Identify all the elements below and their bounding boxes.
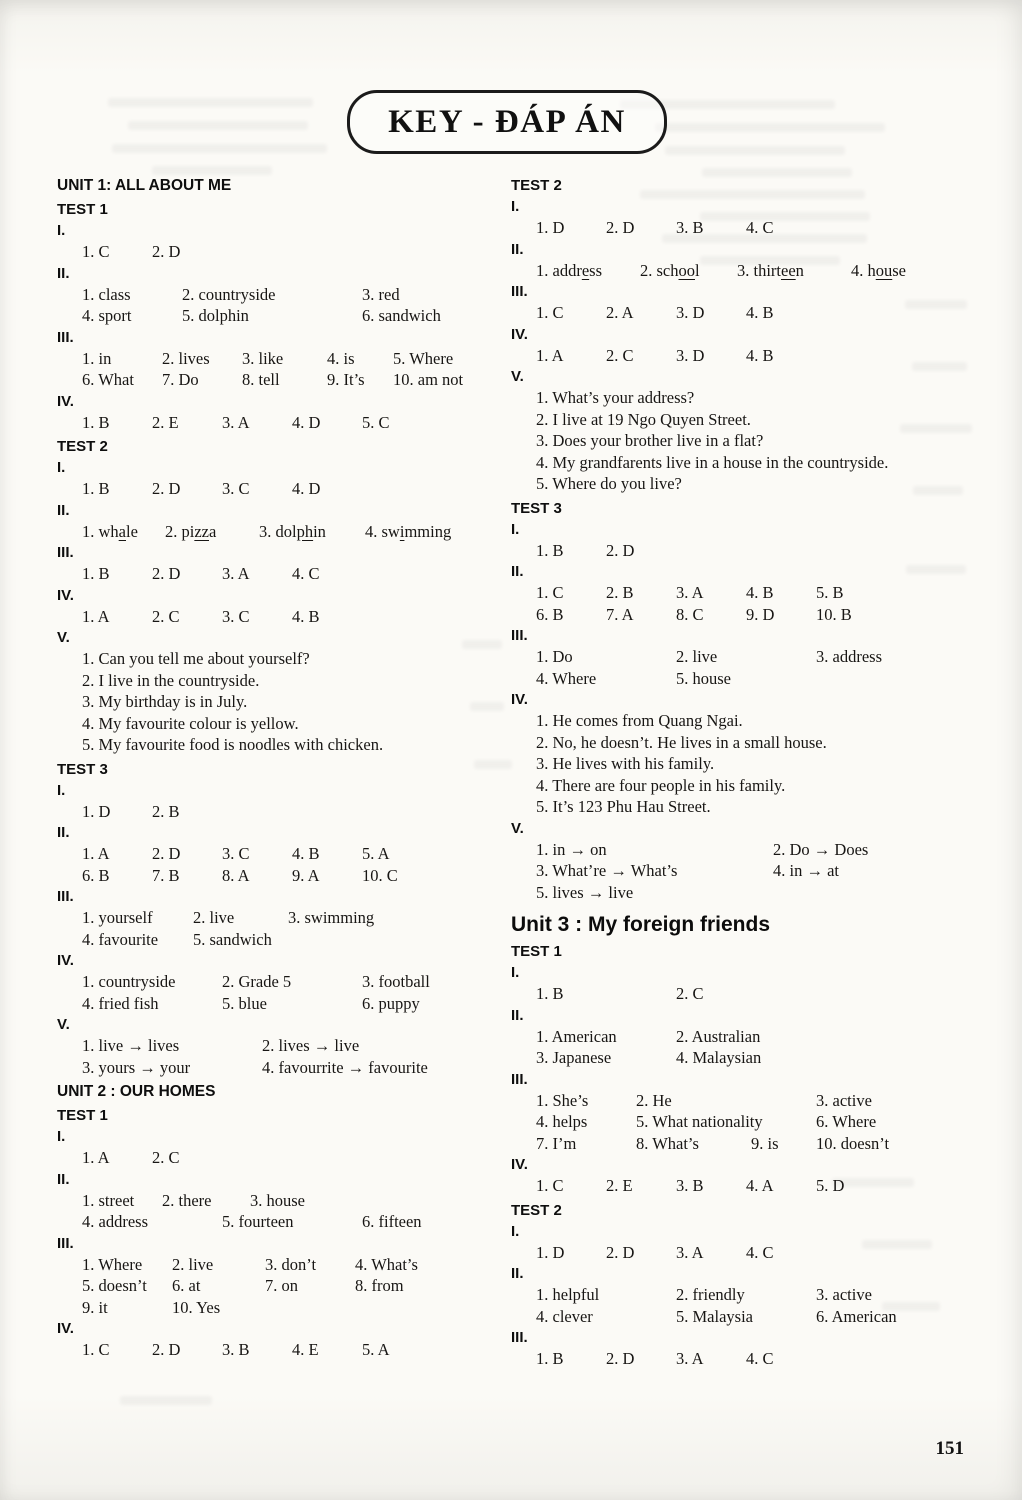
unit-heading: UNIT 2 : OUR HOMES <box>57 1083 216 1100</box>
answer-row <box>57 348 504 370</box>
answer-line: 2. No, he doesn’t. He lives in a small house. <box>536 732 827 752</box>
section-label: II. <box>57 1170 70 1188</box>
answer-item: 6. fifteen <box>362 1212 422 1231</box>
answer-item: 5. D <box>816 1176 845 1195</box>
answer-item: 1. C <box>536 583 564 602</box>
answer-item: 2. B <box>152 801 180 821</box>
bleedthrough-mark <box>120 1396 212 1405</box>
answer-item: 2. D <box>606 218 635 237</box>
key-title: KEY - ĐÁP ÁN <box>388 103 626 140</box>
section-label: III. <box>511 1329 528 1346</box>
answer-item: 2. D <box>606 1242 635 1262</box>
answer-item: 2. school <box>640 260 700 280</box>
answer-item: 8. What’s <box>636 1133 699 1153</box>
answer-item: 4. B <box>746 303 774 322</box>
bleedthrough-mark <box>128 121 308 130</box>
answer-row <box>57 1190 504 1212</box>
section-label: II. <box>511 1265 524 1282</box>
answer-item: 3. swimming <box>288 908 375 927</box>
answer-item: 9. It’s <box>327 370 365 389</box>
answer-row <box>511 860 973 882</box>
answer-item: 1. C <box>536 1176 564 1195</box>
answer-line: 5. My favourite food is noodles with chicken. <box>82 735 384 754</box>
answer-row <box>57 241 504 263</box>
unit-heading: UNIT 1: ALL ABOUT ME <box>57 177 232 194</box>
answers-right-column <box>511 172 973 1370</box>
answer-row <box>57 1147 504 1169</box>
answer-item: 3. B <box>676 218 704 237</box>
answer-item: 3. thirteen <box>737 260 804 280</box>
answer-item: 5. Where <box>393 348 454 368</box>
answer-item: 2. D <box>152 564 181 583</box>
answer-item: 3. B <box>222 1340 250 1359</box>
answer-item: 3. yours → your <box>82 1057 191 1077</box>
answer-item: 3. C <box>222 606 250 626</box>
answer-row <box>511 260 973 282</box>
section-label: V. <box>57 629 70 646</box>
answer-item: 4. fried fish <box>82 993 159 1013</box>
answer-item: 6. What <box>82 370 134 389</box>
test-heading: TEST 2 <box>511 1201 562 1219</box>
answer-item: 10. am not <box>393 370 464 389</box>
answer-item: 9. A <box>292 865 320 885</box>
answer-item: 2. Grade 5 <box>222 972 292 991</box>
section-label: II. <box>57 264 70 282</box>
answer-row <box>511 646 973 668</box>
answer-item: 5. A <box>362 844 390 863</box>
unit-heading: Unit 3 : My foreign friends <box>511 913 771 936</box>
answer-item: 2. D <box>152 479 181 498</box>
answer-item: 1. in <box>82 348 112 368</box>
answer-item: 5. lives → live <box>536 882 634 902</box>
answer-item: 4. house <box>851 260 906 280</box>
test-heading: TEST 1 <box>57 201 108 218</box>
answer-row <box>57 907 504 929</box>
answer-item: 2. Do → Does <box>773 839 869 859</box>
bleedthrough-mark <box>108 98 313 107</box>
answer-item: 2. D <box>606 1349 635 1368</box>
section-label: IV. <box>57 1320 74 1337</box>
answer-row <box>511 1047 973 1069</box>
answer-item: 2. lives → live <box>262 1036 360 1055</box>
answer-row <box>511 1026 973 1048</box>
answer-item: 4. Where <box>536 668 597 688</box>
answer-row <box>57 1211 504 1233</box>
answer-item: 4. clever <box>536 1306 593 1326</box>
section-label: I. <box>511 964 520 981</box>
answer-row <box>57 1057 504 1079</box>
answer-item: 3. C <box>222 844 250 863</box>
answer-item: 8. tell <box>242 370 280 389</box>
answer-item: 3. D <box>676 345 705 365</box>
bleedthrough-mark <box>655 123 885 132</box>
answer-item: 9. D <box>746 604 775 624</box>
section-label: III. <box>511 627 528 644</box>
answer-item: 2. C <box>676 984 704 1003</box>
answer-item: 4. Malaysian <box>676 1048 762 1067</box>
answer-item: 5. fourteen <box>222 1212 294 1231</box>
section-label: I. <box>511 198 520 215</box>
section-label: III. <box>511 283 528 300</box>
section-label: III. <box>57 544 74 561</box>
answer-row <box>511 983 973 1005</box>
answer-row <box>511 1242 973 1264</box>
answer-item: 2. live <box>676 647 718 666</box>
answer-item: 3. A <box>676 583 704 602</box>
answer-item: 2. B <box>606 583 634 602</box>
answer-item: 7. Do <box>162 370 199 389</box>
answer-item: 1. yourself <box>82 908 153 927</box>
answer-row <box>57 521 504 543</box>
answer-row <box>57 993 504 1015</box>
answer-row <box>57 1275 504 1297</box>
section-label: I. <box>57 222 66 239</box>
answer-row <box>511 345 973 367</box>
section-label: IV. <box>511 691 528 708</box>
answer-line: 3. Does your brother live in a flat? <box>536 431 764 450</box>
answer-item: 1. address <box>536 260 602 280</box>
answer-item: 3. A <box>676 1349 704 1368</box>
answer-item: 2. D <box>606 540 635 560</box>
answer-item: 6. Where <box>816 1112 877 1131</box>
answer-item: 4. helps <box>536 1112 588 1131</box>
answer-item: 4. address <box>82 1212 148 1231</box>
section-label: I. <box>57 459 66 476</box>
answer-row <box>57 412 504 434</box>
answer-item: 1. C <box>82 242 110 261</box>
answer-item: 5. dolphin <box>182 306 249 325</box>
answer-line: 3. My birthday is in July. <box>82 692 248 711</box>
answer-item: 10. C <box>362 865 398 885</box>
answer-item: 1. D <box>536 218 565 237</box>
answer-item: 2. C <box>152 1148 180 1167</box>
answer-line: 2. I live in the countryside. <box>82 670 260 690</box>
answer-item: 4. favourrite → favourite <box>262 1057 428 1077</box>
answer-item: 2. He <box>636 1090 672 1110</box>
answer-item: 2. D <box>152 1340 181 1359</box>
answer-item: 3. address <box>816 647 882 666</box>
answer-row <box>511 1175 973 1197</box>
answer-item: 2. there <box>162 1190 212 1210</box>
section-label: V. <box>511 819 524 837</box>
answer-item: 1. A <box>82 844 110 863</box>
answer-item: 4. A <box>746 1176 774 1195</box>
test-heading: TEST 3 <box>511 499 562 517</box>
answer-item: 4. B <box>746 583 774 602</box>
answer-item: 4. swimming <box>365 521 452 541</box>
answer-item: 7. on <box>265 1276 298 1295</box>
section-label: V. <box>511 368 524 385</box>
section-label: IV. <box>57 586 74 604</box>
answer-item: 2. friendly <box>676 1285 745 1304</box>
answer-item: 8. A <box>222 865 250 885</box>
answer-item: 4. C <box>746 1349 774 1368</box>
answer-item: 2. pizza <box>165 521 217 541</box>
answers-left-column <box>57 172 504 1361</box>
answer-row <box>57 1297 504 1319</box>
answer-item: 6. sandwich <box>362 306 441 325</box>
answer-row <box>57 284 504 306</box>
answer-item: 2. countryside <box>182 284 276 304</box>
test-heading: TEST 2 <box>511 177 562 194</box>
answer-item: 5. A <box>362 1340 390 1359</box>
answer-item: 6. B <box>82 865 110 885</box>
answer-row <box>57 801 504 823</box>
answer-item: 3. active <box>816 1090 872 1110</box>
section-label: II. <box>57 824 70 841</box>
section-label: IV. <box>511 325 528 343</box>
answer-item: 1. helpful <box>536 1285 600 1304</box>
bleedthrough-mark <box>665 146 845 155</box>
answer-item: 5. house <box>676 668 731 688</box>
answer-row <box>511 1090 973 1112</box>
answer-item: 2. E <box>606 1176 633 1195</box>
answer-line: 2. I live at 19 Ngo Quyen Street. <box>536 409 751 429</box>
answer-row <box>57 563 504 585</box>
test-heading: TEST 1 <box>511 943 562 960</box>
answer-item: 1. A <box>82 606 110 626</box>
answer-item: 5. blue <box>222 993 267 1013</box>
section-label: I. <box>57 781 66 799</box>
section-label: IV. <box>57 392 74 410</box>
section-label: IV. <box>511 1156 528 1173</box>
answer-item: 2. C <box>606 345 634 365</box>
answer-item: 3. active <box>816 1285 872 1304</box>
answer-row <box>57 606 504 628</box>
answer-item: 1. B <box>536 1349 564 1368</box>
answer-item: 1. American <box>536 1026 617 1046</box>
answer-item: 1. B <box>82 412 110 432</box>
answer-item: 1. C <box>536 303 564 322</box>
answer-item: 1. D <box>536 1242 565 1262</box>
answer-line: 5. It’s 123 Phu Hau Street. <box>536 797 711 816</box>
answer-item: 1. C <box>82 1340 110 1359</box>
answer-item: 9. it <box>82 1297 108 1317</box>
answer-item: 10. Yes <box>172 1297 221 1317</box>
answer-item: 3. dolphin <box>259 521 326 541</box>
answer-line: 4. My favourite colour is yellow. <box>82 713 299 733</box>
answer-item: 3. What’re → What’s <box>536 861 678 880</box>
answer-row <box>57 478 504 500</box>
section-label: I. <box>57 1128 66 1145</box>
answer-item: 1. B <box>536 984 564 1003</box>
answer-item: 8. from <box>355 1276 404 1295</box>
answer-item: 5. What nationality <box>636 1112 763 1131</box>
answer-line: 1. He comes from Quang Ngai. <box>536 711 743 730</box>
answer-line: 4. There are four people in his family. <box>536 775 786 795</box>
answer-row <box>511 604 973 626</box>
section-label: II. <box>57 501 70 519</box>
section-label: II. <box>511 563 524 580</box>
answer-item: 3. football <box>362 972 430 991</box>
bleedthrough-mark <box>112 144 327 153</box>
answer-row <box>511 668 973 690</box>
answer-item: 3. A <box>222 412 250 432</box>
answer-row <box>511 1133 973 1155</box>
answer-item: 5. sandwich <box>193 929 272 949</box>
answer-item: 1. live → lives <box>82 1036 180 1055</box>
answer-item: 5. doesn’t <box>82 1276 147 1295</box>
answer-item: 4. sport <box>82 306 132 325</box>
answer-item: 4. C <box>292 564 320 583</box>
answer-row <box>511 582 973 604</box>
section-label: I. <box>511 520 520 538</box>
answer-item: 2. Australian <box>676 1026 761 1046</box>
answer-item: 2. live <box>193 908 235 927</box>
answer-item: 7. I’m <box>536 1133 577 1153</box>
answer-item: 4. is <box>327 348 355 368</box>
answer-item: 1. D <box>82 801 111 821</box>
answer-item: 3. house <box>250 1190 305 1210</box>
answer-item: 6. American <box>816 1306 897 1326</box>
answer-item: 2. D <box>152 242 181 261</box>
answer-item: 1. class <box>82 284 131 304</box>
answer-row <box>57 843 504 865</box>
answer-item: 5. C <box>362 412 390 432</box>
answer-item: 10. doesn’t <box>816 1133 890 1153</box>
answer-row <box>511 302 973 324</box>
answer-line: 3. He lives with his family. <box>536 754 715 773</box>
answer-item: 1. B <box>82 564 110 583</box>
answer-item: 3. C <box>222 479 250 498</box>
answer-row <box>511 1111 973 1133</box>
answer-row <box>511 882 973 904</box>
answer-item: 1. A <box>536 345 564 365</box>
answer-line: 4. My grandfarents live in a house in the countryside. <box>536 452 889 472</box>
answer-row <box>57 971 504 993</box>
key-title-box <box>347 90 667 154</box>
answer-row <box>57 369 504 391</box>
answer-item: 10. B <box>816 604 852 624</box>
section-label: III. <box>511 1070 528 1088</box>
answer-item: 4. B <box>292 844 320 863</box>
answer-item: 1. B <box>82 479 110 498</box>
answer-item: 1. Where <box>82 1254 143 1274</box>
answer-item: 4. E <box>292 1340 319 1359</box>
answer-item: 4. What’s <box>355 1254 418 1274</box>
answer-item: 4. favourite <box>82 929 159 949</box>
answer-item: 3. B <box>676 1176 704 1195</box>
answer-row <box>57 1254 504 1276</box>
section-label: III. <box>57 328 74 346</box>
answer-item: 3. A <box>222 564 250 583</box>
answer-row <box>511 540 973 562</box>
section-label: IV. <box>57 952 74 969</box>
answer-item: 1. A <box>82 1148 110 1167</box>
answer-item: 3. like <box>242 348 284 368</box>
answer-item: 2. E <box>152 412 179 432</box>
page-number: 151 <box>935 1438 964 1459</box>
answer-item: 6. at <box>172 1276 201 1295</box>
answer-item: 3. don’t <box>265 1254 317 1274</box>
answer-row <box>511 1284 973 1306</box>
answer-row <box>57 1339 504 1361</box>
answer-item: 4. B <box>292 606 320 626</box>
answer-item: 4. D <box>292 479 321 498</box>
answer-item: 6. B <box>536 604 564 624</box>
section-label: III. <box>57 888 74 905</box>
answer-item: 1. street <box>82 1190 135 1210</box>
answer-item: 3. red <box>362 284 400 304</box>
answer-item: 2. D <box>152 844 181 863</box>
answer-item: 1. B <box>536 540 564 560</box>
answer-item: 6. puppy <box>362 993 420 1013</box>
answer-row <box>511 1348 973 1370</box>
section-label: II. <box>511 240 524 258</box>
answer-row <box>57 1035 504 1057</box>
answer-item: 4. C <box>746 218 774 237</box>
answer-item: 4. in → at <box>773 861 839 880</box>
answer-item: 2. A <box>606 303 634 322</box>
answer-item: 1. in → on <box>536 839 607 859</box>
answer-item: 5. B <box>816 583 844 602</box>
answer-line: 5. Where do you live? <box>536 474 682 493</box>
answer-item: 4. D <box>292 412 321 432</box>
answer-line: 1. What’s your address? <box>536 388 695 407</box>
answer-item: 1. whale <box>82 521 138 541</box>
section-label: I. <box>511 1222 520 1240</box>
answer-row <box>57 305 504 327</box>
answer-item: 3. A <box>676 1242 704 1262</box>
answer-item: 2. lives <box>162 348 210 368</box>
answer-item: 2. C <box>152 606 180 626</box>
section-label: V. <box>57 1016 70 1033</box>
answer-item: 8. C <box>676 604 704 624</box>
answer-item: 3. D <box>676 303 705 322</box>
answer-item: 1. Do <box>536 647 573 666</box>
answer-row <box>511 839 973 861</box>
answer-item: 9. is <box>751 1133 779 1153</box>
section-label: II. <box>511 1006 524 1024</box>
test-heading: TEST 3 <box>57 760 108 778</box>
answer-row <box>511 217 973 239</box>
answer-item: 1. countryside <box>82 972 176 991</box>
answer-item: 7. A <box>606 604 634 624</box>
answer-row <box>57 865 504 887</box>
answer-item: 2. live <box>172 1254 214 1274</box>
answer-row <box>511 1306 973 1328</box>
answer-item: 1. She’s <box>536 1090 589 1110</box>
section-label: III. <box>57 1234 74 1252</box>
answer-line: 1. Can you tell me about yourself? <box>82 649 310 668</box>
answer-item: 7. B <box>152 865 180 885</box>
answer-item: 4. C <box>746 1242 774 1262</box>
answer-row <box>57 929 504 951</box>
answer-item: 3. Japanese <box>536 1048 612 1067</box>
test-heading: TEST 2 <box>57 438 108 455</box>
test-heading: TEST 1 <box>57 1107 108 1124</box>
answer-item: 5. Malaysia <box>676 1306 753 1326</box>
answer-item: 4. B <box>746 345 774 365</box>
